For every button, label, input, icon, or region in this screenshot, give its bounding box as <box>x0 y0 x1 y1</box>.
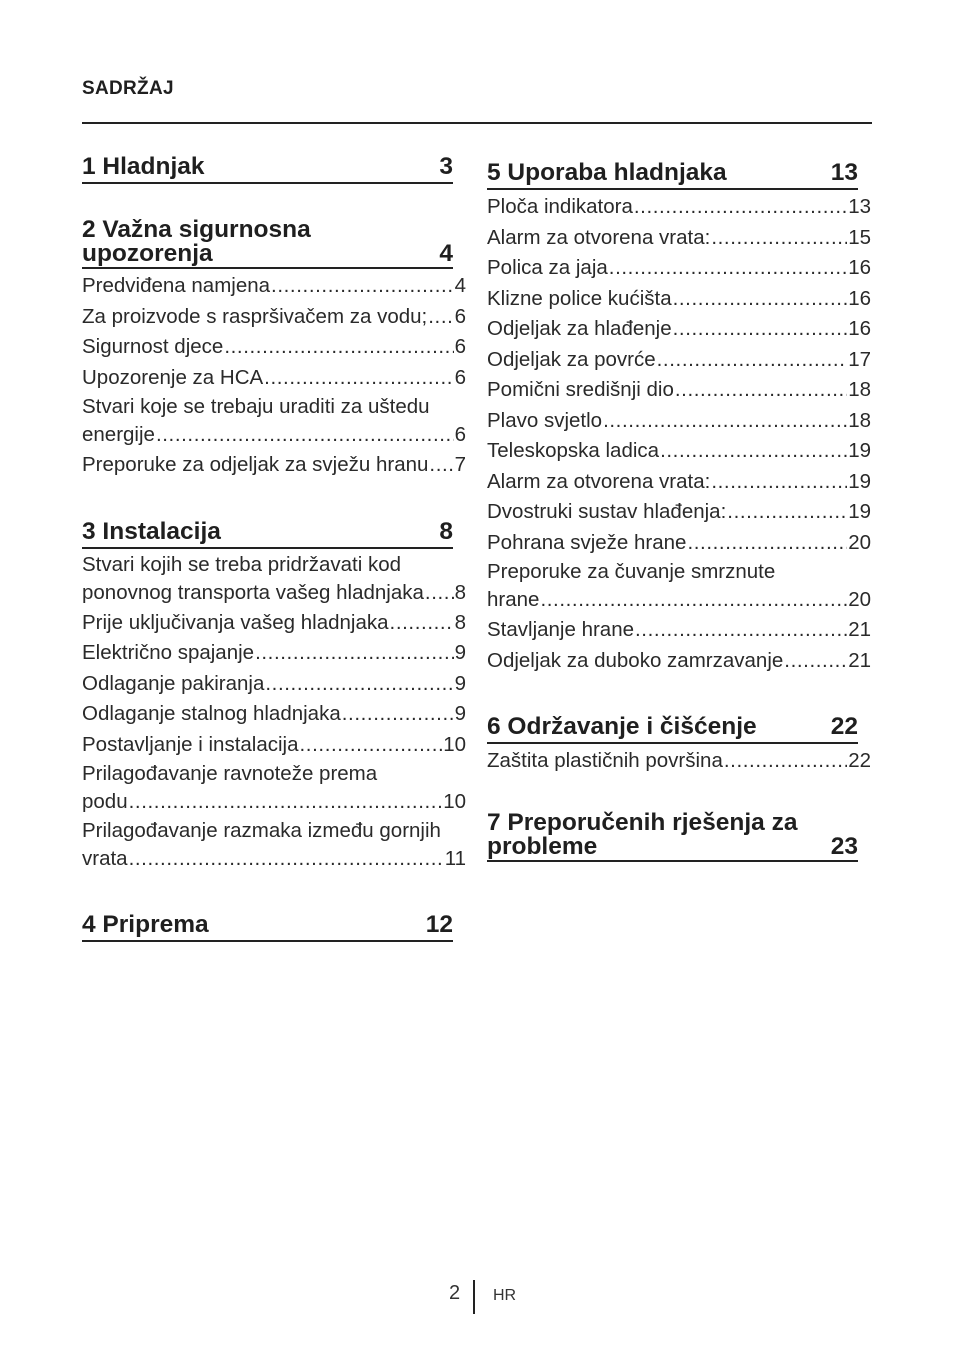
toc-entry-page: 9 <box>454 671 466 695</box>
toc-entry-title: Sigurnost djece <box>82 335 224 358</box>
toc-entry[interactable] <box>487 375 871 406</box>
toc-entry-page: 9 <box>454 702 466 725</box>
dot-leader <box>255 638 454 669</box>
section-page: 3 <box>439 153 453 180</box>
dot-leader <box>425 578 454 608</box>
toc-entry[interactable] <box>82 393 466 450</box>
toc-entry-title-line1: Preporuke za čuvanje smrznute <box>487 560 776 583</box>
section-page: 23 <box>830 832 858 860</box>
toc-entry[interactable] <box>487 497 871 528</box>
toc-entry-page: 17 <box>848 347 871 371</box>
toc-entry-title: Upozorenje za HCA <box>82 365 264 389</box>
toc-entry-title: Odjeljak za povrće <box>487 347 656 371</box>
toc-entry-title: Preporuke za odjeljak za svježu hranu <box>82 453 429 476</box>
toc-entry-page: 21 <box>848 618 871 641</box>
toc-entry-title: Odjeljak za duboko zamrzavanje <box>487 648 784 672</box>
section-page: 4 <box>439 240 453 267</box>
toc-entry[interactable] <box>487 646 871 677</box>
dot-leader <box>129 787 443 817</box>
toc-entry[interactable] <box>82 817 466 874</box>
toc-entry[interactable] <box>487 314 871 345</box>
toc-entry-title: Polica za jaja <box>487 256 608 279</box>
section-title: 6 Održavanje i čišćenje <box>487 713 757 740</box>
toc-entry-title-line1: Prilagođavanje razmaka između gornjih <box>82 819 441 842</box>
toc-entry-page: 20 <box>848 530 871 554</box>
dot-leader <box>673 314 848 345</box>
toc-entry-page: 16 <box>848 256 871 279</box>
section-title: 3 Instalacija <box>82 517 221 545</box>
toc-entry[interactable] <box>487 192 871 223</box>
toc-entry[interactable] <box>82 302 466 333</box>
section-page: 22 <box>830 713 858 740</box>
toc-entry-title: hrane <box>487 588 540 611</box>
section-title-line2: upozorenja <box>82 240 213 267</box>
toc-entry-title: vrata <box>82 847 128 870</box>
toc-section-6[interactable] <box>487 710 858 744</box>
dot-leader <box>673 284 848 315</box>
toc-entry-title: Predviđena namjena <box>82 274 271 297</box>
dot-leader <box>224 332 453 363</box>
toc-entry-title: ponovnog transporta vašeg hladnjaka <box>82 580 424 604</box>
toc-entry-title: Odjeljak za hlađenje <box>487 317 672 340</box>
toc-entry[interactable] <box>487 746 871 777</box>
toc-section-3[interactable] <box>82 515 453 549</box>
dot-leader <box>264 363 453 394</box>
toc-entry[interactable] <box>82 608 466 639</box>
dot-leader <box>635 615 847 646</box>
toc-entry-title: Plavo svjetlo <box>487 408 603 432</box>
dot-leader <box>540 585 847 615</box>
dot-leader <box>711 467 847 498</box>
toc-entry[interactable] <box>82 332 466 363</box>
toc-entry-title: Klizne police kućišta <box>487 286 672 310</box>
toc-entry[interactable] <box>82 730 466 761</box>
toc-entry-page: 8 <box>454 610 466 634</box>
toc-entry-page: 20 <box>848 588 871 611</box>
page-number: 2 <box>449 1282 461 1304</box>
toc-entry[interactable] <box>82 699 466 730</box>
toc-entry-page: 15 <box>848 225 871 249</box>
toc-entry[interactable] <box>487 284 871 315</box>
toc-entry-page: 6 <box>454 423 466 446</box>
toc-entry-title: Teleskopska ladica <box>487 439 660 462</box>
toc-entry-title: Ploča indikatora <box>487 195 633 218</box>
toc-entry-page: 4 <box>454 274 466 297</box>
toc-entry-page: 7 <box>454 453 466 476</box>
toc-entry-page: 9 <box>454 641 466 664</box>
toc-entry-page: 6 <box>454 335 466 358</box>
toc-entry[interactable] <box>487 615 871 646</box>
dot-leader <box>156 420 454 450</box>
toc-entry-title: Električno spajanje <box>82 641 255 664</box>
toc-entry-page: 19 <box>848 439 871 462</box>
page-title: SADRŽAJ <box>82 78 174 99</box>
dot-leader <box>342 699 454 730</box>
toc-entry[interactable] <box>82 760 466 817</box>
toc-entry-title: Pohrana svježe hrane <box>487 530 687 554</box>
footer-divider <box>473 1280 475 1314</box>
toc-entry-title: Alarm za otvorena vrata: <box>487 469 711 493</box>
dot-leader <box>129 844 444 874</box>
toc-entry[interactable] <box>82 638 466 669</box>
section-title-line1: 2 Važna sigurnosna <box>82 216 311 243</box>
dot-leader <box>271 271 454 302</box>
toc-entry-page: 6 <box>454 304 466 328</box>
toc-entry[interactable] <box>82 450 466 481</box>
toc-entry-title: energije <box>82 423 155 446</box>
toc-entry[interactable] <box>487 406 871 437</box>
section-title-line1: 7 Preporučenih rješenja za <box>487 808 798 836</box>
toc-entry[interactable] <box>487 253 871 284</box>
toc-entry-title-line1: Prilagođavanje ravnoteže prema <box>82 762 378 785</box>
toc-entry-page: 19 <box>848 469 871 493</box>
dot-leader <box>727 497 847 528</box>
toc-list-section-6 <box>487 746 871 777</box>
toc-entry[interactable] <box>487 558 871 615</box>
dot-leader <box>428 302 453 333</box>
toc-entry[interactable] <box>82 363 466 394</box>
dot-leader <box>609 253 847 284</box>
toc-entry-title: Odlaganje pakiranja <box>82 671 265 695</box>
toc-entry-page: 6 <box>454 365 466 389</box>
toc-entry-title: Dvostruki sustav hlađenja: <box>487 500 727 523</box>
toc-left-column <box>82 150 466 942</box>
toc-list-section-2 <box>82 271 466 481</box>
header-divider <box>82 122 872 124</box>
toc-entry[interactable] <box>487 467 871 498</box>
toc-entry-title: Za proizvode s raspršivačem za vodu; <box>82 304 428 328</box>
toc-entry-title: Stavljanje hrane <box>487 618 635 641</box>
toc-section-5[interactable] <box>487 156 858 190</box>
dot-leader <box>711 223 847 254</box>
toc-entry-page: 13 <box>848 195 871 218</box>
toc-list-section-3 <box>82 551 466 875</box>
toc-entry[interactable] <box>82 271 466 302</box>
section-page: 13 <box>830 159 858 186</box>
dot-leader <box>657 345 848 376</box>
section-page: 8 <box>439 517 453 545</box>
toc-entry-page: 16 <box>848 317 871 340</box>
toc-entry-page: 18 <box>848 378 871 401</box>
dot-leader <box>687 528 847 559</box>
dot-leader <box>675 375 847 406</box>
section-title: 4 Priprema <box>82 911 209 938</box>
toc-entry-page: 8 <box>454 580 466 604</box>
toc-entry-title: Zaštita plastičnih površina <box>487 749 723 772</box>
dot-leader <box>300 730 443 761</box>
dot-leader <box>429 450 453 481</box>
toc-list-section-5 <box>487 192 871 676</box>
toc-entry[interactable] <box>82 669 466 700</box>
dot-leader <box>724 746 847 777</box>
toc-entry-title-line1: Stvari kojih se treba pridržavati kod <box>82 552 402 576</box>
toc-entry-title: podu <box>82 790 128 813</box>
section-title: 1 Hladnjak <box>82 153 205 180</box>
dot-leader <box>784 646 847 677</box>
toc-entry[interactable] <box>487 223 871 254</box>
toc-entry-page: 10 <box>443 732 466 756</box>
toc-entry-page: 16 <box>848 286 871 310</box>
toc-entry-page: 22 <box>848 749 871 772</box>
toc-section-2[interactable] <box>82 218 453 269</box>
toc-entry-page: 19 <box>848 500 871 523</box>
dot-leader <box>660 436 847 467</box>
dot-leader <box>603 406 847 437</box>
toc-entry[interactable] <box>487 345 871 376</box>
section-title: 5 Uporaba hladnjaka <box>487 159 727 186</box>
section-title-line2: probleme <box>487 832 598 860</box>
dot-leader <box>634 192 847 223</box>
toc-entry-title: Odlaganje stalnog hladnjaka <box>82 702 341 725</box>
toc-entry-title: Pomični središnji dio <box>487 378 674 401</box>
toc-entry-page: 21 <box>848 648 871 672</box>
toc-entry-page: 11 <box>444 847 466 870</box>
toc-entry[interactable] <box>487 528 871 559</box>
toc-entry[interactable] <box>82 551 466 608</box>
dot-leader <box>390 608 454 639</box>
dot-leader <box>265 669 453 700</box>
toc-right-column <box>487 156 871 862</box>
language-code: HR <box>493 1287 517 1304</box>
toc-entry-title: Alarm za otvorena vrata: <box>487 225 711 249</box>
toc-entry-title-line1: Stvari koje se trebaju uraditi za uštedu <box>82 395 430 418</box>
toc-section-4[interactable] <box>82 908 453 942</box>
toc-section-7[interactable] <box>487 808 858 862</box>
toc-entry-page: 18 <box>848 408 871 432</box>
toc-entry-title: Postavljanje i instalacija <box>82 732 299 756</box>
toc-entry-page: 10 <box>443 790 466 813</box>
toc-section-1[interactable] <box>82 150 453 184</box>
section-page: 12 <box>425 911 453 938</box>
toc-entry-title: Prije uključivanja vašeg hladnjaka <box>82 610 389 634</box>
toc-entry[interactable] <box>487 436 871 467</box>
